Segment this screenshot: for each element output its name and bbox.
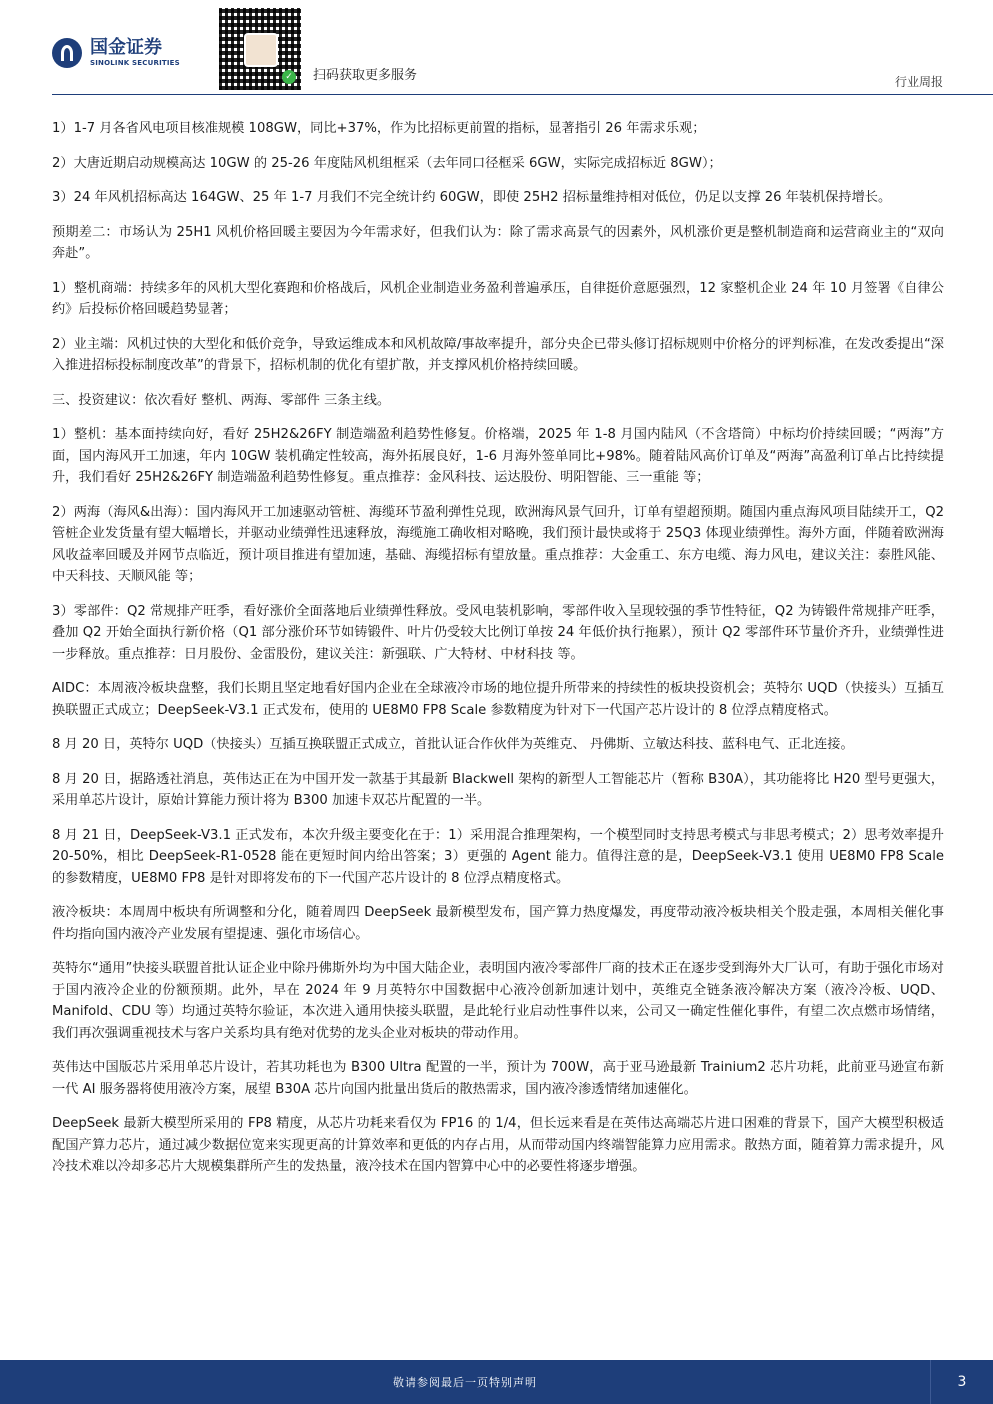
logo-cn: 国金证券 — [90, 37, 162, 58]
paragraph: 3）24 年风机招标高达 164GW、25 年 1-7 月我们不完全统计约 60GW，即使 25H2 招标量维持相对低位，仍足以支撑 26 年装机保持增长。 — [52, 190, 892, 205]
paragraph: 2）业主端：风机过快的大型化和低价竞争，导致运维成本和风机故障/事故率提升，部分央企已带头修订招标规则中价格分的评判标准，在发改委提出“深入推进招标投标制度改革”的背景下，招标机制的优化有望扩散，并支撑风机价格持续回暖。 — [52, 336, 944, 373]
qr-badge-icon: ✓ — [282, 70, 296, 84]
logo-icon — [52, 38, 82, 68]
report-type-label: 行业周报 — [894, 75, 943, 89]
sinolink-logo — [52, 38, 180, 68]
paragraph: 1）1-7 月各省风电项目核准规模 108GW，同比+37%，作为比招标更前置的指标，显著指引 26 年需求乐观； — [52, 121, 706, 136]
paragraph: 2）大唐近期启动规模高达 10GW 的 25-26 年度陆风机组框采（去年同口径框采 6GW，实际完成招标近 8GW）； — [52, 155, 722, 171]
paragraph: 3）零部件：Q2 常规排产旺季，看好涨价全面落地后业绩弹性释放。受风电装机影响，零部件收入呈现较强的季节性特征，Q2 为铸锻件常规排产旺季，叠加 Q2 开始全面执行新价格（Q1 部分涨价环节如铸锻件、叶片仍受较大比例订单按 24 年低价执行拖累），预计 Q2 零部件环节量价齐升，业绩弹性进一步释放。重点推荐：日月股份、金雷股份，建议关注：新强联、广大特材、中材科技 等。 — [52, 603, 944, 662]
page-header — [0, 0, 993, 95]
paragraph: 8 月 20 日，据路透社消息，英伟达正在为中国开发一款基于其最新 Blackwell 架构的新型人工智能芯片（暂称 B30A），其功能将比 H20 型号更强大，采用单芯片设计，原始计算能力预计将为 B300 加速卡双芯片配置的一半。 — [52, 771, 944, 808]
paragraph: DeepSeek 最新大模型所采用的 FP8 精度，从芯片功耗来看仅为 FP16 的 1/4，但长远来看是在英伟达高端芯片进口困难的背景下，国产大模型积极适配国产算力芯片，通过减少数据位宽来实现更高的计算效率和更低的内存占用，从而带动国内终端智能算力应用需求。散热方面，随着算力需求提升，风冷技术难以冷却多芯片大规模集群所产生的发热量，液冷技术在国内智算中心中的必要性将逐步增强。 — [52, 1116, 944, 1174]
paragraph: 液冷板块：本周周中板块有所调整和分化，随着周四 DeepSeek 最新模型发布，国产算力热度爆发，再度带动液冷板块相关个股走强，本周相关催化事件均指向国内液冷产业发展有望提速、强化市场信心。 — [52, 905, 944, 942]
paragraph: 英特尔“通用”快接头联盟首批认证企业中除丹佛斯外均为中国大陆企业，表明国内液冷零部件厂商的技术正在逐步受到海外大厂认可，有助于强化市场对于国内液冷企业的份额预期。此外，早在 2024 年 9 月英特尔中国数据中心液冷创新加速计划中，英维克全链条液冷解决方案（液冷冷板、UQD、Manifold、CDU 等）均通过英特尔验证，本次进入通用快接头联盟，是此轮行业启动性事件以来，公司又一确定性催化事件，有望二次点燃市场情绪，我们再次强调重视技术与客户关系均具有绝对优势的龙头企业对板块的带动作用。 — [52, 961, 944, 1041]
qr-code-icon[interactable] — [217, 6, 303, 92]
paragraph: 1）整机商端：持续多年的风机大型化赛跑和价格战后，风机企业制造业务盈利普遍承压，自律挺价意愿强烈，12 家整机企业 24 年 10 月签署《自律公约》后投标价格回暖趋势显著； — [52, 280, 944, 317]
paragraph: 1）整机：基本面持续向好，看好 25H2&26FY 制造端盈利趋势性修复。价格端，2025 年 1-8 月国内陆风（不含塔筒）中标均价持续回暖；“两海”方面，国内海风开工加速，年内 10GW 装机确定性较高，海外拓展良好，1-6 月海外签单同比+98%。随着陆风高价订单及“两海”高盈利订单占比持续提升，我们看好 25H2&26FY 制造端盈利趋势性修复。重点推荐：金风科技、运达股份、明阳智能、三一重能 等； — [52, 427, 944, 485]
paragraph: 英伟达中国版芯片采用单芯片设计，若其功耗也为 B300 Ultra 配置的一半，预计为 700W，高于亚马逊最新 Trainium2 芯片功耗，此前亚马逊宣布新一代 AI 服务器将使用液冷方案，展望 B30A 芯片向国内批量出货后的散热需求，国内液冷渗透情绪加速催化。 — [52, 1060, 944, 1097]
qr-center-logo-icon — [244, 33, 278, 67]
page-number: 3 — [930, 1360, 993, 1404]
page-footer — [0, 1360, 993, 1404]
paragraph: 8 月 21 日，DeepSeek-V3.1 正式发布，本次升级主要变化在于：1）采用混合推理架构，一个模型同时支持思考模式与非思考模式；2）思考效率提升 20-50%，相比 DeepSeek-R1-0528 能在更短时间内给出答案；3）更强的 Agent 能力。值得注意的是，DeepSeek-V3.1 使用 UE8M0 FP8 Scale 的参数精度，UE8M0 FP8 是针对即将发布的下一代国产芯片设计的 8 位浮点精度格式。 — [52, 827, 944, 886]
logo-en: SINOLINK SECURITIES — [90, 59, 180, 67]
footer-disclaimer: 敬请参阅最后一页特别声明 — [393, 1376, 537, 1389]
paragraph: 预期差二：市场认为 25H1 风机价格回暖主要因为今年需求好，但我们认为：除了需求高景气的因素外，风机涨价更是整机制造商和运营商业主的“双向奔赴”。 — [52, 224, 944, 261]
paragraph: AIDC：本周液冷板块盘整，我们长期且坚定地看好国内企业在全球液冷市场的地位提升所带来的持续性的板块投资机会；英特尔 UQD（快接头）互插互换联盟正式成立；DeepSeek-V3.1 正式发布，使用的 UE8M0 FP8 Scale 参数精度为针对下一代国产芯片设计的 8 位浮点精度格式。 — [52, 681, 944, 718]
paragraph: 8 月 20 日，英特尔 UQD（快接头）互插互换联盟正式成立，首批认证合作伙伴为英维克、 丹佛斯、立敏达科技、蓝科电气、正北连接。 — [52, 737, 854, 752]
scan-prompt: 扫码获取更多服务 — [313, 68, 418, 83]
section-heading: 三、投资建议：依次看好 整机、两海、零部件 三条主线。 — [52, 392, 391, 408]
header-divider — [52, 94, 993, 95]
report-body — [52, 118, 944, 1191]
paragraph: 2）两海（海风&出海）：国内海风开工加速驱动管桩、海缆环节盈利弹性兑现，欧洲海风景气回升，订单有望超预期。随国内重点海风项目陆续开工，Q2 管桩企业发货量有望大幅增长，并驱动业绩弹性迅速释放，海缆施工确收相对略晚，我们预计最快或将于 25Q3 体现业绩弹性。海外方面，伴随着欧洲海风收益率回暖及并网节点临近，预计项目推进有望加速，基础、海缆招标有望放量。重点推荐：大金重工、东方电缆、海力风电，建议关注：泰胜风能、中天科技、天顺风能 等； — [52, 504, 944, 584]
